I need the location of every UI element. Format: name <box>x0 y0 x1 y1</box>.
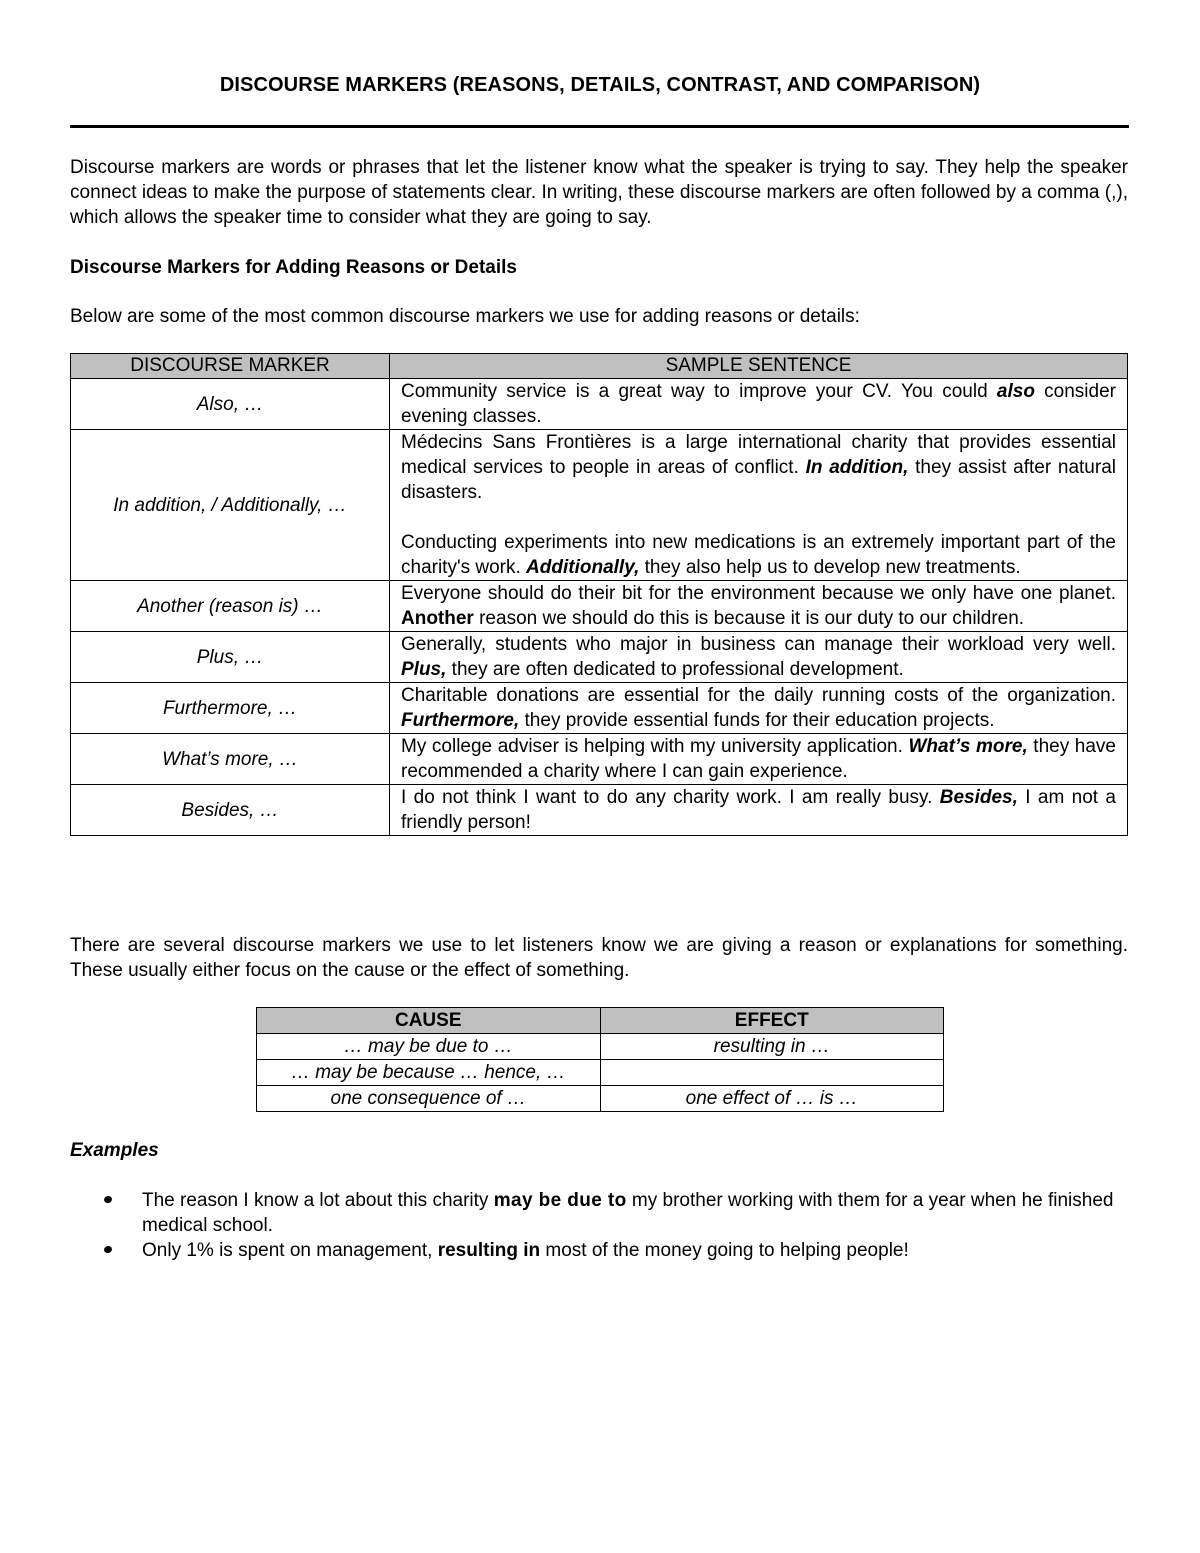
markers-table <box>70 353 1128 836</box>
sentence-text-after: I am not a friendly person! <box>401 787 1116 833</box>
marker-cell: Another (reason is) … <box>71 581 390 632</box>
bullet-icon <box>103 1245 113 1254</box>
marker-highlight: Additionally, <box>526 557 640 578</box>
title-divider <box>70 125 1129 128</box>
sample-sentence <box>401 379 1116 429</box>
cause-cell: … may be because … hence, … <box>257 1060 601 1086</box>
example-highlight: resulting in <box>437 1240 541 1261</box>
cause-effect-header-row <box>257 1008 944 1034</box>
sentence-cell <box>390 734 1128 785</box>
table-row <box>257 1060 944 1086</box>
markers-table-body <box>71 379 1128 836</box>
cause-cell: one consequence of … <box>257 1086 601 1112</box>
sentence-cell <box>390 785 1128 836</box>
header-sentence: SAMPLE SENTENCE <box>390 354 1128 379</box>
sample-sentence <box>401 530 1116 580</box>
sentence-text-before: Conducting experiments into new medications is an extremely important part of the charity's work. <box>401 532 1116 578</box>
cause-cell: … may be due to … <box>257 1034 601 1060</box>
sentence-cell <box>390 379 1128 430</box>
sample-sentence <box>401 683 1116 733</box>
list-item <box>70 1188 1128 1238</box>
table-row <box>257 1034 944 1060</box>
header-effect: EFFECT <box>600 1008 944 1034</box>
example-text-before: Only 1% is spent on management, <box>142 1240 438 1261</box>
markers-table-header-row <box>71 354 1128 379</box>
list-item <box>70 1238 1128 1263</box>
section-intro: Below are some of the most common discourse markers we use for adding reasons or details: <box>70 306 860 327</box>
example-text-after: most of the money going to helping people! <box>540 1240 909 1261</box>
example-text-before: The reason I know a lot about this charity <box>142 1190 494 1211</box>
marker-highlight: Another <box>401 608 474 629</box>
sentence-text-after: they have recommended a charity where I can gain experience. <box>401 736 1117 782</box>
table-row <box>71 734 1128 785</box>
sentence-cell <box>390 632 1128 683</box>
sentence-text-before: Everyone should do their bit for the environment because we only have one planet. <box>401 583 1116 604</box>
table-row <box>71 683 1128 734</box>
sentence-text-before: Médecins Sans Frontières is a large international charity that provides essential medical services to people in areas of conflict. <box>401 432 1116 478</box>
page-title: DISCOURSE MARKERS (REASONS, DETAILS, CONTRAST, AND COMPARISON) <box>219 74 981 96</box>
sentence-text-before: My college adviser is helping with my university application. <box>401 736 909 757</box>
effect-cell: one effect of … is … <box>600 1086 944 1112</box>
sentence-text-after: they provide essential funds for their education projects. <box>519 710 995 731</box>
marker-highlight: In addition, <box>805 457 909 478</box>
sample-sentence <box>401 734 1116 784</box>
sentence-cell <box>390 683 1128 734</box>
sentence-text-after: consider evening classes. <box>401 381 1116 427</box>
sentence-text-before: Community service is a great way to improve your CV. You could <box>401 381 997 402</box>
cause-effect-table <box>256 1007 944 1112</box>
marker-highlight: Plus, <box>401 659 447 680</box>
section-heading: Discourse Markers for Adding Reasons or Details <box>70 257 517 278</box>
marker-cell: Furthermore, … <box>71 683 390 734</box>
header-marker: DISCOURSE MARKER <box>71 354 390 379</box>
example-text-after: my brother working with them for a year when he finished medical school. <box>142 1190 1114 1236</box>
sentence-text-before: I do not think I want to do any charity work. I am really busy. <box>401 787 940 808</box>
effect-cell: resulting in … <box>600 1034 944 1060</box>
table-row <box>71 785 1128 836</box>
marker-highlight: Besides, <box>939 787 1018 808</box>
effect-cell <box>600 1060 944 1086</box>
marker-highlight: What’s more, <box>908 736 1028 757</box>
sentence-cell <box>390 581 1128 632</box>
examples-heading: Examples <box>70 1140 159 1161</box>
marker-cell: Also, … <box>71 379 390 430</box>
table-row <box>71 632 1128 683</box>
table-row <box>71 581 1128 632</box>
marker-highlight: also <box>996 381 1035 402</box>
sentence-text-before: Charitable donations are essential for the daily running costs of the organization. <box>401 685 1116 706</box>
marker-cell: What’s more, … <box>71 734 390 785</box>
sample-sentence <box>401 785 1116 835</box>
examples-list <box>70 1188 1128 1263</box>
sentence-text-after: reason we should do this is because it is our duty to our children. <box>473 608 1025 629</box>
sample-sentence <box>401 581 1116 631</box>
header-cause: CAUSE <box>257 1008 601 1034</box>
table-row <box>71 430 1128 581</box>
sentence-text-after: they assist after natural disasters. <box>401 457 1116 503</box>
marker-cell: Plus, … <box>71 632 390 683</box>
table-row <box>71 379 1128 430</box>
intro-paragraph: Discourse markers are words or phrases that let the listener know what the speaker is trying to say. They help the speaker connect ideas to make the purpose of statements clear. In writing, these discourse markers are often followed by a comma (,), which allows the speaker time to consider what they are going to say. <box>70 157 1128 228</box>
table-row <box>257 1086 944 1112</box>
cause-effect-intro: There are several discourse markers we use to let listeners know we are giving a reason or explanations for something. These usually either focus on the cause or the effect of something. <box>70 935 1128 981</box>
marker-highlight: Furthermore, <box>401 710 520 731</box>
sentence-text-before: Generally, students who major in business can manage their workload very well. <box>401 634 1116 655</box>
marker-cell: Besides, … <box>71 785 390 836</box>
bullet-icon <box>103 1195 113 1204</box>
sentence-text-after: they also help us to develop new treatments. <box>639 557 1021 578</box>
sentence-text-after: they are often dedicated to professional development. <box>446 659 904 680</box>
marker-cell: In addition, / Additionally, … <box>71 430 390 581</box>
example-highlight: may be due to <box>493 1190 627 1211</box>
sample-sentence <box>401 632 1116 682</box>
sentence-cell <box>390 430 1128 581</box>
sample-sentence <box>401 430 1116 505</box>
